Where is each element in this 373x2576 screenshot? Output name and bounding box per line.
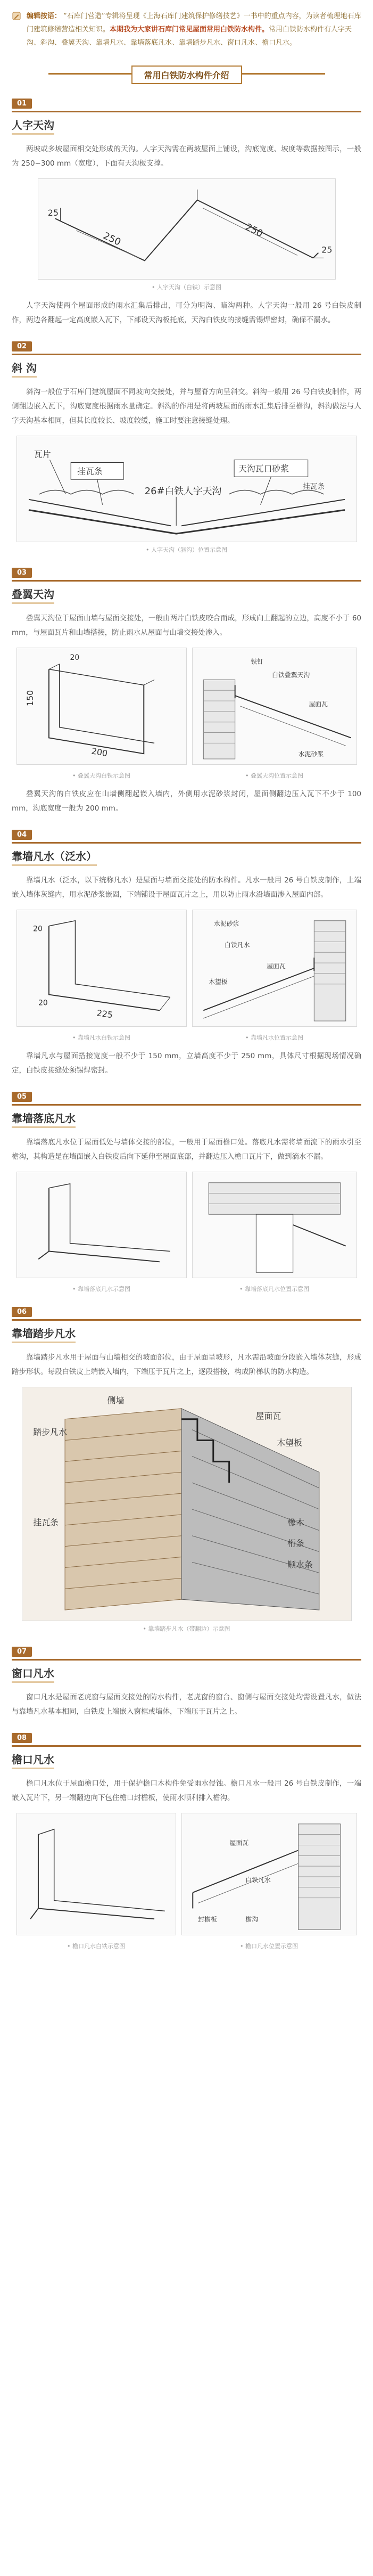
base-flashing-position-diagram bbox=[192, 1172, 357, 1278]
label-nail: 铁钉 bbox=[250, 658, 263, 666]
figure-caption: • 靠墙踏步凡水（带翻边）示意图 bbox=[143, 1625, 230, 1632]
flashing-diagram bbox=[16, 910, 187, 1027]
paragraph: 檐口凡水位于屋面檐口处，用于保护檐口木构件免受雨水侵蚀。檐口凡水一般用 26 号白铁皮制作，一端嵌入瓦片下，另一端翻边向下包住檐口封檐板，使雨水顺利排入檐沟。 bbox=[12, 1779, 361, 1802]
section-title: 靠墙踏步凡水 bbox=[12, 1325, 76, 1343]
paragraph: 靠墙落底凡水位于屋面低处与墙体交接的部位，一般用于屋面檐口处。落底凡水需将墙面流下的雨水引至檐沟，其构造是在墙面嵌入白铁皮后向下延伸至屋面底部，并翻边压入檐口瓦片下，做到滴水不漏。 bbox=[12, 1138, 361, 1161]
paragraph: 窗口凡水是屋面老虎窗与屋面交接处的防水构件，老虎窗的窗台、窗侧与屋面交接处均需设置凡水，做法与靠墙凡水基本相同，白铁皮上端嵌入窗框或墙体，下端压于瓦片之上。 bbox=[12, 1693, 361, 1716]
figure-caption: • 人字天沟（白铁）示意图 bbox=[152, 284, 221, 291]
figure-caption-1: • 靠墙落底凡水示意图 bbox=[72, 1286, 130, 1293]
label-tile: 屋面瓦 bbox=[229, 1839, 248, 1847]
label-tile: 屋面瓦 bbox=[308, 700, 328, 708]
note-title: 编辑按语： bbox=[27, 12, 62, 20]
label-mortar: 天沟瓦口砂浆 bbox=[238, 463, 289, 474]
label-flashing: 白铁凡水 bbox=[224, 941, 250, 949]
section-08 bbox=[12, 1733, 361, 1950]
section-03 bbox=[12, 568, 361, 816]
note-text bbox=[27, 12, 361, 47]
dim-1: 150 bbox=[24, 690, 35, 706]
label-batten: 挂瓦条 bbox=[32, 1517, 59, 1527]
label-mortar: 水泥砂浆 bbox=[213, 920, 239, 928]
paragraph: 两坡或多坡屋面相交处形成的天沟。人字天沟需在两坡屋面上铺设，沟底宽度、坡度等数据按图示，一般为 250~300 mm（宽度），下面有天沟板支撑。 bbox=[12, 145, 361, 168]
section-title: 人字天沟 bbox=[12, 117, 54, 135]
section-05 bbox=[12, 1092, 361, 1293]
label-roof-tile: 屋面瓦 bbox=[255, 1411, 281, 1421]
section-number: 04 bbox=[12, 830, 32, 840]
figure-caption-2: • 檐口凡水位置示意图 bbox=[240, 1943, 298, 1950]
label-rafter: 橡木 bbox=[287, 1517, 304, 1527]
label-board: 挂瓦条 bbox=[77, 466, 103, 477]
figure-caption-1: • 靠墙凡水白铁示意图 bbox=[72, 1034, 130, 1041]
label-tile: 屋面瓦 bbox=[266, 962, 286, 970]
section-number: 07 bbox=[12, 1647, 32, 1657]
title-banner bbox=[48, 63, 325, 85]
figure-caption: • 人字天沟（斜沟）位置示意图 bbox=[146, 546, 227, 553]
label-flashing: 白铁凡水 bbox=[245, 1876, 271, 1884]
section-number: 03 bbox=[12, 568, 32, 578]
paragraph: 靠墙凡水（泛水，以下统称凡水）是屋面与墙面交接处的防水构件。凡水一般用 26 号白铁皮制作，上端嵌入墙体灰缝内，用水泥砂浆嵌固，下端铺设于屋面瓦片之上，用以防止雨水沿墙面渗入屋面内部。 bbox=[12, 876, 361, 899]
label-board: 木望板 bbox=[276, 1437, 302, 1448]
banner-title: 常用白铁防水构件介绍 bbox=[131, 66, 242, 84]
section-06 bbox=[12, 1307, 361, 1633]
paragraph: 叠翼天沟的白铁皮应在山墙侧翻起嵌入墙内，外侧用水泥砂浆封闭，屋面侧翻边压入瓦下不少于 100 mm，沟底宽度一般为 200 mm。 bbox=[12, 790, 361, 813]
label-side-wall: 侧墙 bbox=[107, 1395, 125, 1405]
figure-caption-1: • 檐口凡水白铁示意图 bbox=[67, 1943, 125, 1950]
pencil-icon bbox=[12, 11, 21, 21]
note-text-3: 常用白铁防水构件有人字天沟、斜沟、叠翼天沟、靠墙凡水、靠墙落底凡水、靠墙踏步凡水、窗口凡水、檐口凡水。 bbox=[27, 26, 352, 47]
flashing-position-diagram bbox=[192, 910, 357, 1027]
dim-4: 25 bbox=[321, 244, 332, 255]
section-04 bbox=[12, 830, 361, 1078]
gutter-diagram bbox=[38, 178, 336, 280]
dim-1: 20 bbox=[32, 925, 43, 934]
section-07 bbox=[12, 1647, 361, 1719]
figure-caption-2: • 靠墙凡水位置示意图 bbox=[245, 1034, 303, 1041]
figure-caption-2: • 叠翼天沟位置示意图 bbox=[245, 772, 303, 779]
paragraph: 叠翼天沟位于屋面山墙与屋面交接处，一般由两片白铁皮咬合而成，形成向上翻起的立边，高度不小于 60 mm，与屋面瓦片和山墙搭接，防止雨水从屋面与山墙交接处渗入。 bbox=[12, 614, 361, 637]
paragraph: 靠墙凡水与屋面搭接宽度一般不少于 150 mm，立墙高度不少于 250 mm，具体尺寸根据现场情况确定，白铁皮接缝处须锡焊密封。 bbox=[12, 1052, 361, 1075]
editor-note bbox=[12, 10, 361, 50]
note-text-1: “石库门营造”专辑将呈现《上海石库门建筑保护修缮技艺》一书中的重点内容，为读者梳理地石库门建筑修缮营造相关知识。 bbox=[27, 12, 361, 34]
section-title: 靠墙凡水（泛水） bbox=[12, 848, 97, 866]
label-board-2: 挂瓦条 bbox=[302, 483, 325, 491]
label-mortar: 水泥砂浆 bbox=[298, 750, 324, 758]
label-gutter: 檐沟 bbox=[245, 1916, 258, 1924]
section-number: 08 bbox=[12, 1733, 32, 1743]
dim-1: 250 bbox=[101, 230, 122, 248]
label-board: 木望板 bbox=[208, 978, 228, 986]
figure-caption-2: • 靠墙落底凡水位置示意图 bbox=[239, 1286, 309, 1293]
dim-3: 225 bbox=[96, 1008, 113, 1020]
section-number: 02 bbox=[12, 341, 32, 351]
dim-2: 20 bbox=[70, 653, 79, 662]
label-fascia: 封檐板 bbox=[197, 1916, 217, 1924]
label-counter-batten: 顺水条 bbox=[287, 1559, 313, 1570]
note-text-2: 本期我为大家讲石库门常见屋面常用白铁防水构件。 bbox=[110, 26, 269, 34]
section-title: 叠翼天沟 bbox=[12, 586, 54, 604]
paragraph: 靠墙踏步凡水用于屋面与山墙相交的坡面部位，由于屋面呈坡形，凡水需沿坡面分段嵌入墙体灰缝，形成踏步形状。每段白铁皮上端嵌入墙内，下端压于瓦片之上，逐段搭接，构成阶梯状的防水构造。 bbox=[12, 1353, 361, 1376]
dim-2: 20 bbox=[38, 999, 48, 1008]
dim-3: 25 bbox=[47, 208, 59, 218]
section-number: 06 bbox=[12, 1307, 32, 1317]
dim-2: 250 bbox=[243, 221, 264, 240]
section-02 bbox=[12, 341, 361, 554]
step-flashing-diagram bbox=[22, 1387, 352, 1621]
label-tile: 瓦片 bbox=[34, 449, 51, 460]
section-title: 窗口凡水 bbox=[12, 1665, 54, 1683]
dim-3: 200 bbox=[90, 746, 109, 759]
section-01 bbox=[12, 99, 361, 328]
section-title: 靠墙落底凡水 bbox=[12, 1110, 76, 1128]
section-number: 05 bbox=[12, 1092, 32, 1102]
figure-caption-1: • 叠翼天沟白铁示意图 bbox=[72, 772, 130, 779]
label-iron: 26#白铁人字天沟 bbox=[144, 485, 221, 497]
label-purlin: 桁条 bbox=[287, 1538, 304, 1549]
paragraph: 人字天沟使两个屋面形成的雨水汇集后排出，可分为明沟、暗沟两种。人字天沟一般用 26 号白铁皮制作，两边各翻起一定高度嵌入瓦下，下部设天沟板托底，天沟白铁皮的接缝需锡焊密封，确保不漏水。 bbox=[12, 301, 361, 324]
section-title: 檐口凡水 bbox=[12, 1751, 54, 1769]
label-iron: 白铁叠翼天沟 bbox=[271, 671, 310, 679]
ridge-gutter-diagram bbox=[16, 648, 187, 765]
label-step-flashing: 踏步凡水 bbox=[32, 1427, 67, 1437]
ridge-gutter-position-diagram bbox=[192, 648, 357, 765]
base-flashing-diagram bbox=[16, 1172, 187, 1278]
section-number: 01 bbox=[12, 99, 32, 109]
paragraph: 斜沟一般位于石库门建筑屋面不同坡向交接处，并与屋脊方向呈斜交。斜沟一般用 26 号白铁皮制作，两侧翻边嵌入瓦下，沟底宽度根据雨水量确定。斜沟的作用是将两坡屋面的雨水汇集后排至檐沟，斜沟做法与人字天沟基本相同，但其长度较长、坡度较缓，施工时要注意接缝处理。 bbox=[12, 388, 361, 425]
section-title: 斜 沟 bbox=[12, 359, 37, 378]
eave-flashing-diagram bbox=[16, 1813, 176, 1935]
eave-flashing-position-diagram bbox=[181, 1813, 357, 1935]
valley-diagram bbox=[16, 436, 357, 542]
